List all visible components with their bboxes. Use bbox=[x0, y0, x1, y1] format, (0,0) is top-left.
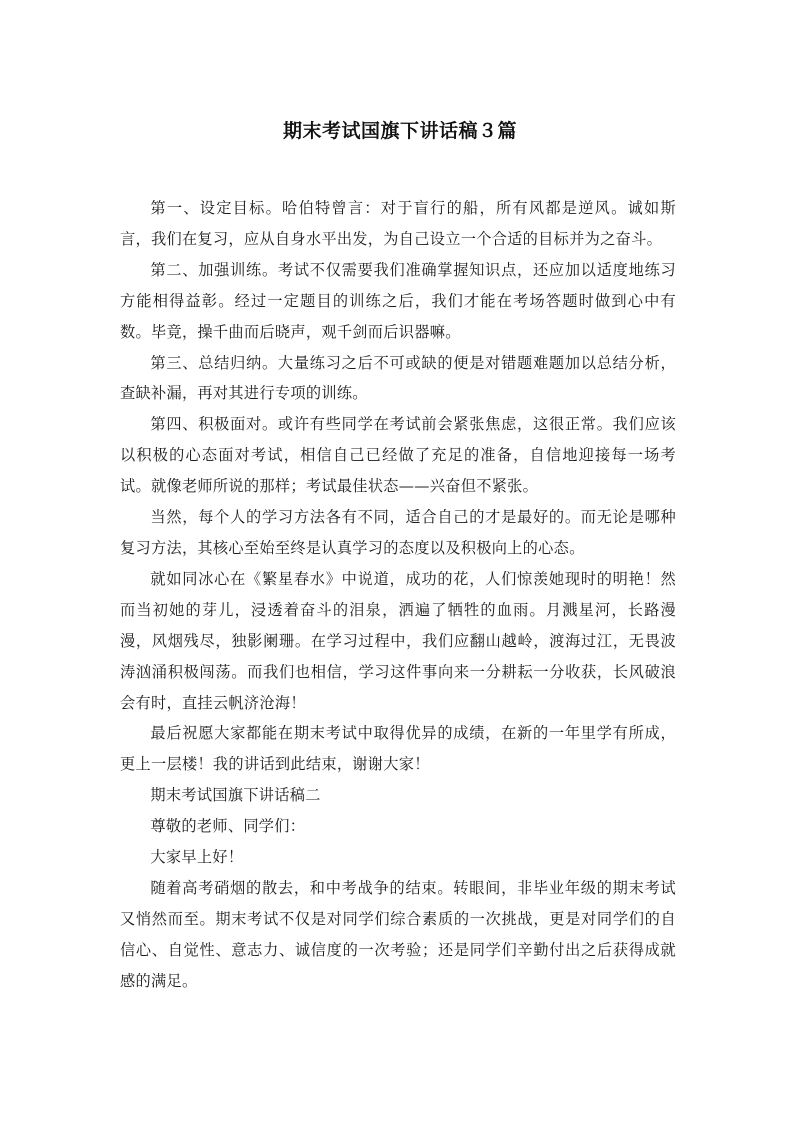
paragraph-positive: 第四、积极面对。或许有些同学在考试前会紧张焦虑，这很正常。我们应该以积极的心态面对考试，相信自己已经做了充足的准备，自信地迎接每一场考试。就像老师所说的那样；考试最佳状态——兴奋但不紧张。 bbox=[120, 415, 676, 496]
paragraph-training: 第二、加强训练。考试不仅需要我们准确掌握知识点，还应加以适度地练习方能相得益彰。经过一定题目的训练之后，我们才能在考场答题时做到心中有数。毕竟，操千曲而后晓声，观千剑而后识器嘛。 bbox=[120, 260, 676, 341]
paragraph-closing: 最后祝愿大家都能在期末考试中取得优异的成绩，在新的一年里学有所成，更上一层楼！我的讲话到此结束，谢谢大家！ bbox=[120, 724, 676, 774]
paragraph-goal: 第一、设定目标。哈伯特曾言：对于盲行的船，所有风都是逆风。诚如斯言，我们在复习，应从自身水平出发，为自己设立一个合适的目标并为之奋斗。 bbox=[120, 199, 676, 248]
section-heading-speech-two: 期末考试国旗下讲话稿二 bbox=[150, 786, 321, 805]
paragraph-quote: 就如同冰心在《繁星春水》中说道，成功的花，人们惊羡她现时的明艳！然而当初她的芽儿，浸透着奋斗的泪泉，洒遍了牺牲的血雨。月溅星河，长路漫漫，风烟残尽，独影阑珊。在学习过程中，我们应翻山越岭，渡海过江，无畏波涛汹涌积极闯荡。而我们也相信，学习这件事向来一分耕耘一分收获，长风破浪会有时，直挂云帆济沧海！ bbox=[120, 569, 676, 712]
salutation: 尊敬的老师、同学们： bbox=[150, 817, 306, 836]
paragraph-methods: 当然，每个人的学习方法各有不同，适合自己的才是最好的。而无论是哪种复习方法，其核心至始至终是认真学习的态度以及积极向上的心态。 bbox=[120, 508, 676, 557]
paragraph-summary: 第三、总结归纳。大量练习之后不可或缺的便是对错题难题加以总结分析，查缺补漏，再对其进行专项的训练。 bbox=[120, 353, 676, 403]
paragraph-intro-two: 随着高考硝烟的散去，和中考战争的结束。转眼间，非毕业年级的期末考试又悄然而至。期末考试不仅是对同学们综合素质的一次挑战，更是对同学们的自信心、自觉性、意志力、诚信度的一次考验；还是同学们辛勤付出之后获得成就感的满足。 bbox=[120, 878, 676, 990]
document-title: 期末考试国旗下讲话稿３篇 bbox=[282, 120, 517, 142]
greeting: 大家早上好！ bbox=[150, 848, 244, 867]
document-body bbox=[120, 193, 676, 997]
